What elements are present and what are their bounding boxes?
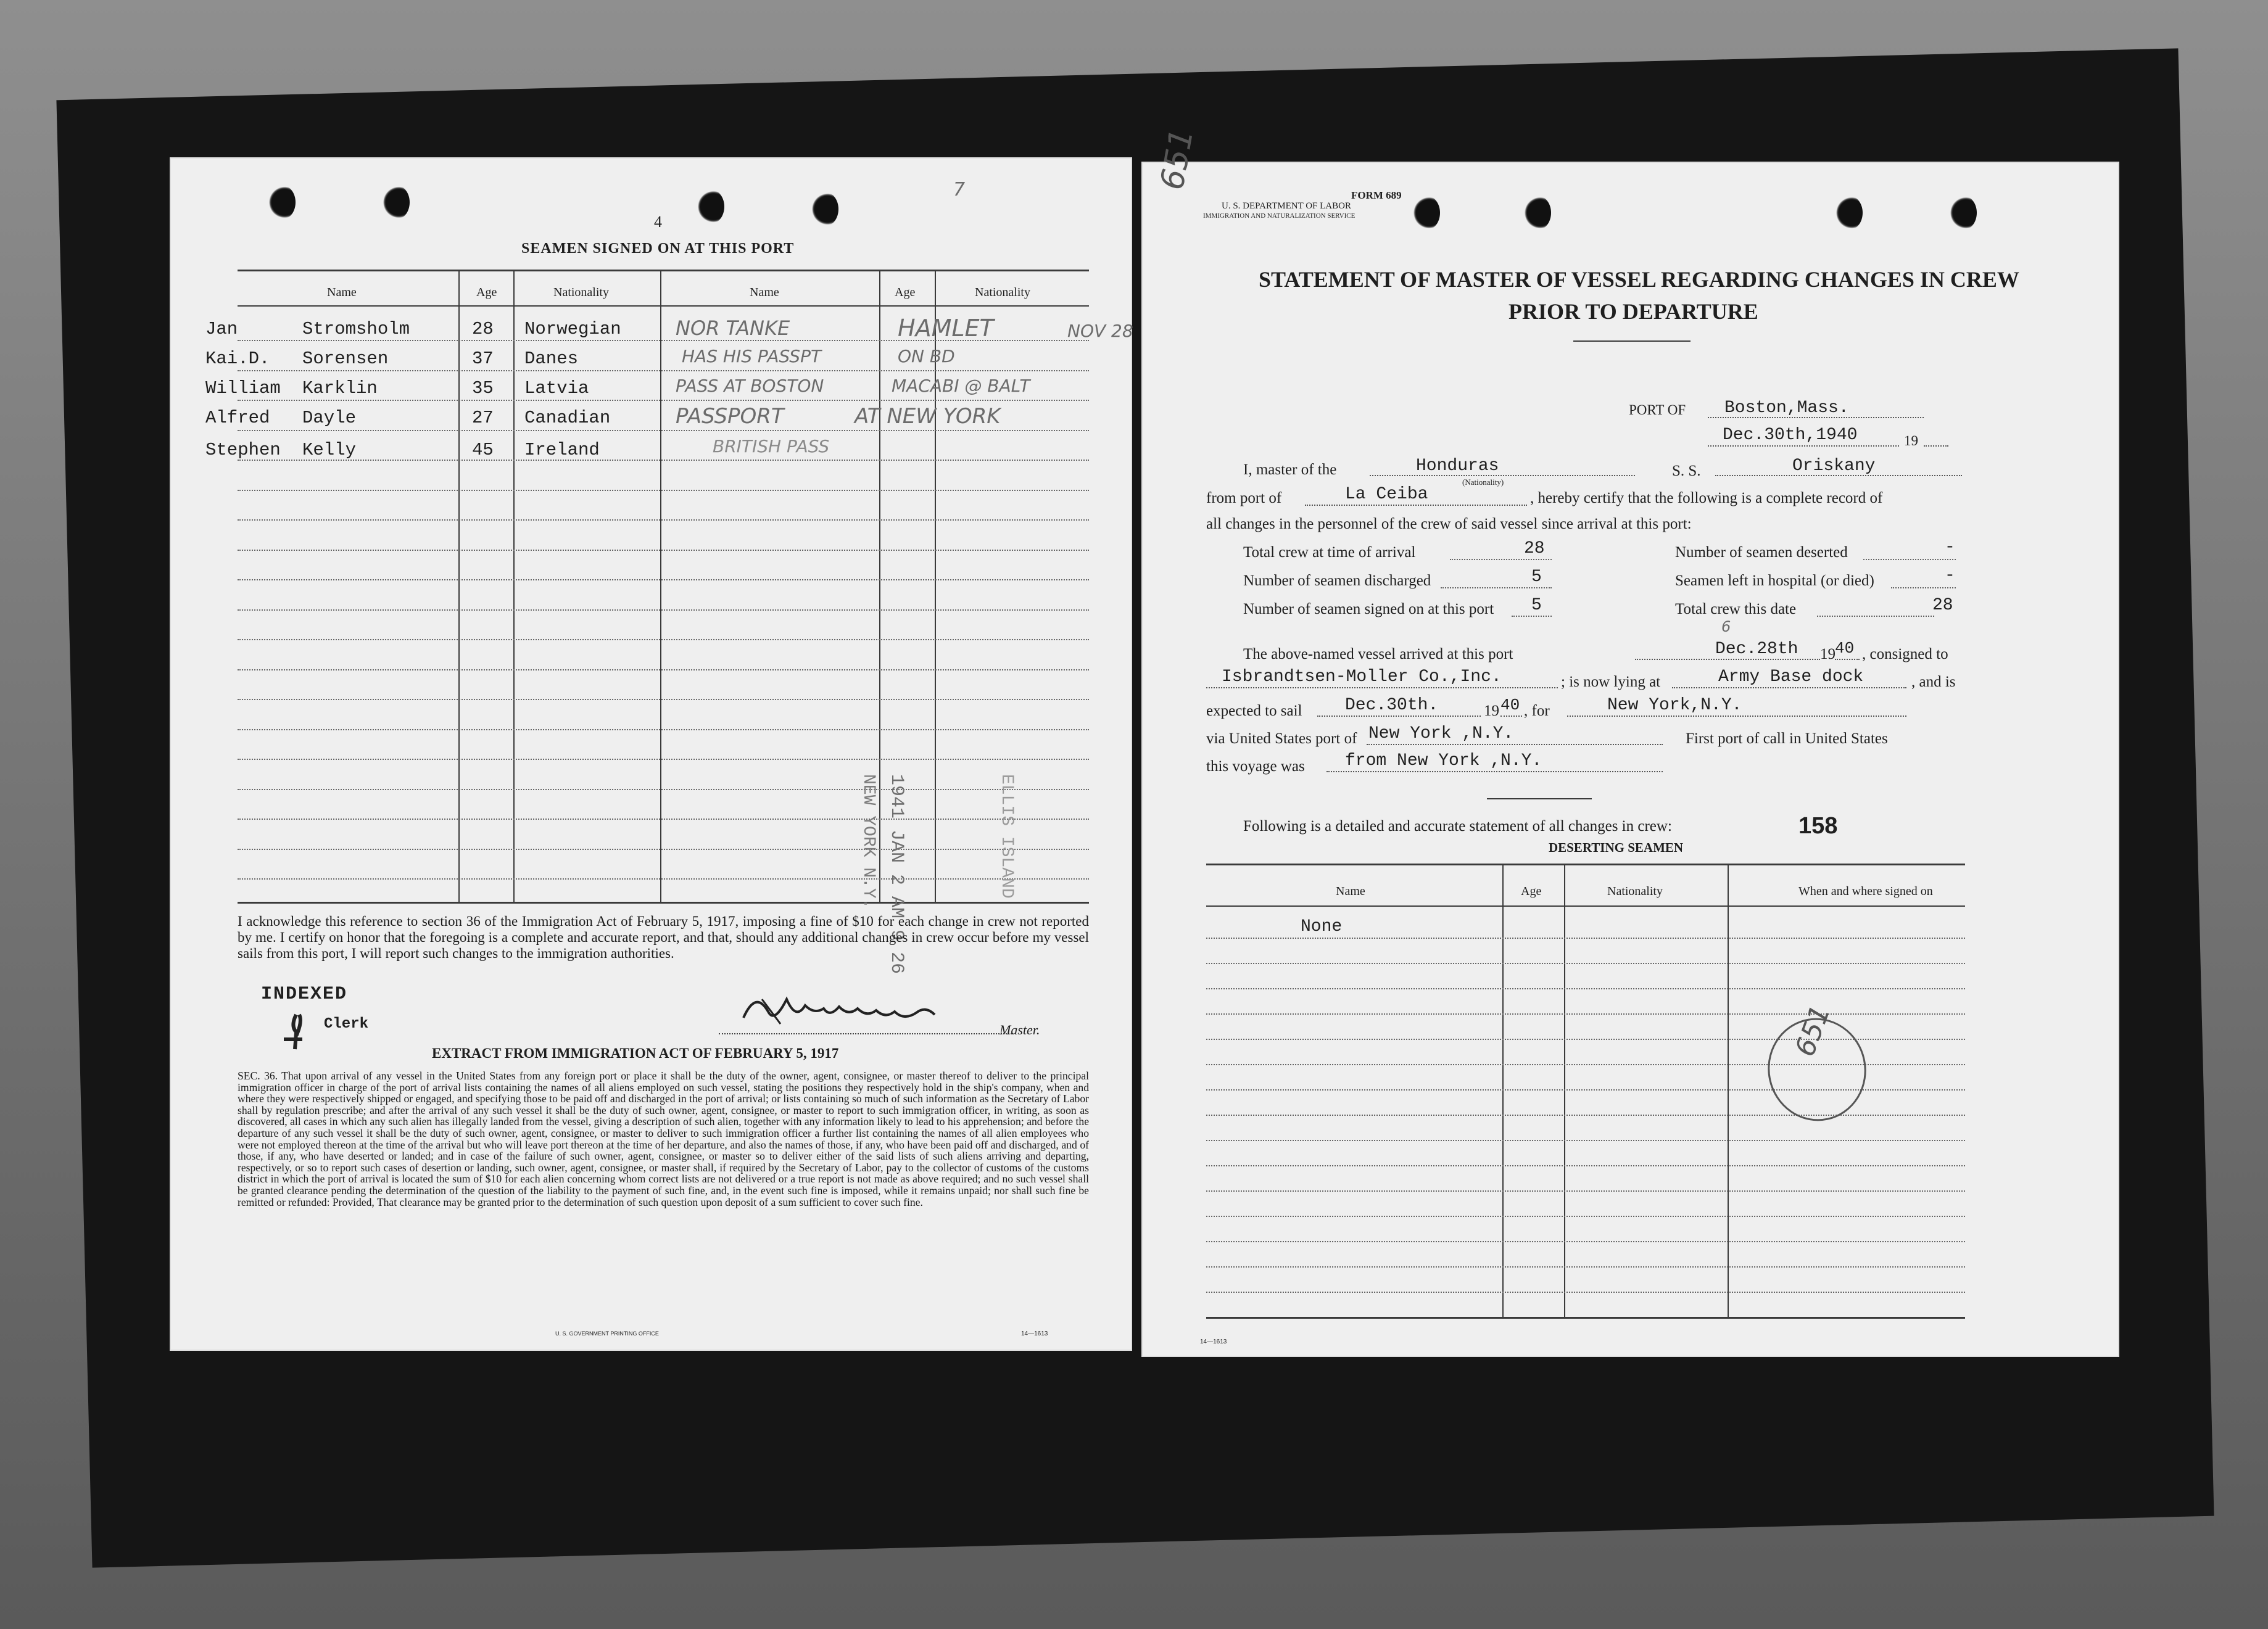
stat-value: 28 [1524,539,1545,558]
leader-dots [1441,587,1552,588]
sail-label: expected to sail [1206,703,1302,719]
clerk-label: Clerk [324,1016,369,1033]
punch-hole [383,185,410,220]
handwritten-note: BRITISH PASS [713,436,830,456]
punch-hole [697,189,724,224]
page-number: 4 [654,213,662,231]
leader-dots [1512,616,1552,617]
from-port-fill-line [1305,505,1527,506]
row-rule [1206,1216,1965,1217]
form-number: FORM 689 [1351,189,1402,201]
acknowledgment-text: I acknowledge this reference to section 36 of the Immigration Act of February 5, 1917, imposing a fine of $10 for each change in crew not reported by me. I certify on honor that the foregoing is a complete and accurate report, and that, should any additional changes in crew occur before my vessel sails from this port, I will report such changes to the immigration authorities. [238,913,1089,961]
via-value: New York ,N.Y. [1368,724,1514,743]
row-rule [238,699,1089,700]
master-signature [737,987,953,1036]
last-name: Dayle [302,408,357,428]
ss-label: S. S. [1672,463,1701,479]
leader-dots [1450,559,1552,560]
sail-date: Dec.30th. [1345,696,1439,715]
handwritten-note: NOR TANKE [676,316,790,340]
handwritten-note: HAMLET [898,315,994,342]
column-divider [513,270,515,902]
row-rule [238,519,1089,521]
consigned-label: , consigned to [1862,646,1948,662]
nationality-fill-line [1370,475,1635,476]
arrived-fill-line [1635,659,1820,660]
certify-text-2: all changes in the personnel of the crew of said vessel since arrival at this port: [1206,516,1692,532]
extract-title: EXTRACT FROM IMMIGRATION ACT OF FEBRUARY 5, 1917 [432,1045,839,1061]
leader-dots [1817,616,1934,617]
deserting-table-bottom [1206,1317,1965,1319]
sail-year-prefix: 19 [1484,703,1499,719]
nationality: Latvia [524,378,589,398]
row-rule [238,669,1089,670]
initials-mark [278,1008,321,1052]
stat-label: Total crew this date [1675,601,1797,617]
stat-value: 5 [1531,567,1542,587]
row-rule [1206,1292,1965,1293]
nationality: Canadian [524,408,611,428]
last-name: Sorensen [302,348,389,369]
stat-value: 5 [1531,596,1542,615]
last-name: Stromsholm [302,319,410,339]
deserting-col-name: Name [1336,885,1365,898]
punch-hole [268,185,296,220]
form-code: 14—1613 [1021,1330,1048,1337]
age: 35 [472,378,494,398]
port-fill-line [1708,417,1924,418]
first-name: Kai.D. [205,348,270,369]
last-name: Kelly [302,440,357,460]
date-suffix: 19 [1904,433,1918,448]
table-bottom-rule [238,902,1089,904]
year-fill-line [1924,445,1948,447]
punch-hole [811,192,838,226]
handwritten-note: AT NEW YORK [855,404,1001,429]
margin-handwriting: 651 [1154,126,1201,193]
row-rule [238,400,1089,401]
nationality: Danes [524,348,579,369]
age: 28 [472,319,494,339]
for-value: New York,N.Y. [1607,696,1742,715]
stat-label: Total crew at time of arrival [1243,544,1416,561]
nationality-value: Honduras [1416,456,1499,476]
row-rule [1206,1241,1965,1242]
handwritten-mark: 6 [1721,618,1731,635]
col-header-nationality-2: Nationality [975,286,1030,299]
table-top-rule [238,270,1089,271]
port-value: Boston,Mass. [1724,398,1849,418]
for-label: , for [1524,703,1550,719]
nationality-caption: (Nationality) [1462,477,1504,487]
title-underline [1573,340,1691,342]
stat-value: - [1945,538,1955,557]
deserting-col-nationality: Nationality [1607,885,1663,898]
ship-name: Oriskany [1792,456,1876,476]
for-fill-line [1567,716,1906,717]
col-header-nationality: Nationality [553,286,609,299]
voyage-value: from New York ,N.Y. [1345,751,1542,770]
stat-label: Number of seamen signed on at this port [1243,601,1494,617]
row-rule [238,789,1089,790]
lying-fill-line [1672,687,1906,688]
agency: U. S. DEPARTMENT OF LABOR [1222,201,1351,211]
row-rule [238,490,1089,491]
service: IMMIGRATION AND NATURALIZATION SERVICE [1203,212,1355,220]
deserting-col-signed-on: When and where signed on [1798,885,1933,898]
col-header-age-2: Age [895,286,916,299]
sail-year: 40 [1500,696,1520,714]
first-name: Stephen [205,440,281,460]
stat-label: Number of seamen discharged [1243,572,1431,589]
from-port-value: La Ceiba [1345,485,1428,504]
extract-text: SEC. 36. That upon arrival of any vessel in the United States from any foreign port or place it shall be the duty of the owner, agent, consignee, or master thereof to deliver to the principal immigration officer in charge of the port of arrival lists containing the names of all aliens employed on such vessel, stating the positions they respectively hold in the ship's company, when and where they were respectively shipped or engaged, and specifying those to be paid off and discharged in the port of arrival; or lists containing so much of such information as the Secretary of Labor shall by regulation prescribe; and after the arrival of any such vessel it shall be the duty of such owner, agent, consignee, or master to report to such immigration officer, in writing, as soon as discovered, all cases in which any such alien has illegally landed from the vessel, giving a description of such alien, together with any information likely to lead to his apprehension; and before the departure of any such vessel it shall be the duty of such owner, agent, consignee, or master to deliver to such immigration officer a further list containing the names of all alien employees who were not employed thereon at the time of the arrival but who will leave port thereon at the time of her departure, and also the names of those, if any, who have been paid off and discharged, and of those, if any, who have deserted or landed; and in case of the failure of such owner, agent, consignee, or master so to deliver either of the said lists of such aliens arriving and departing, respectively, or so to report such cases of desertion or landing, such owner, agent, consignee, or master shall, if required by the Secretary of Labor, pay to the collector of customs of the customs district in which the port of arrival is located the sum of $10 for each alien concerning whom correct lists are not delivered or a true report is not made as above required; and no such vessel shall be granted clearance pending the determination of the question of the liability to the payment of such fine, and, in the event such fine is imposed, while it remains unpaid; nor shall such fine be remitted or refunded: Provided, That clearance may be granted prior to the determination of such question upon deposit of a sum sufficient to cover such fine. [238,1070,1089,1208]
voyage-fill-line [1326,771,1663,772]
row-rule [238,759,1089,760]
row-rule [238,460,1089,461]
row-rule [238,639,1089,640]
age: 37 [472,348,494,369]
via-fill-line [1367,744,1663,745]
punch-hole [1950,196,1977,230]
following-text: Following is a detailed and accurate statement of all changes in crew: [1243,818,1672,835]
section-title: SEAMEN SIGNED ON AT THIS PORT [521,241,795,257]
number-stamp: 158 [1798,813,1838,839]
arrived-year: 40 [1835,639,1855,658]
handwritten-note: PASS AT BOSTON [676,376,824,396]
row-rule [1206,988,1965,989]
row-rule [238,550,1089,551]
row-rule [1206,1190,1965,1192]
punch-hole [1836,196,1863,230]
master-of-label: I, master of the [1243,461,1337,478]
deserting-title: DESERTING SEAMEN [1549,840,1684,855]
column-divider [458,270,460,902]
sail-year-fill [1500,716,1522,717]
stat-value: - [1945,566,1955,585]
row-rule [238,878,1089,880]
master-label: Master. [999,1022,1040,1037]
nationality: Ireland [524,440,600,460]
deserting-table-top [1206,864,1965,865]
sail-fill-line [1317,716,1481,717]
row-rule [238,579,1089,580]
column-divider [879,270,880,902]
stray-mark: 7 [953,179,966,200]
deserting-col-age: Age [1521,885,1542,898]
arrived-year-fill [1835,659,1860,660]
consignee-fill-line [1206,687,1558,688]
age: 27 [472,408,494,428]
col-header-name: Name [327,286,357,299]
form-code: 14—1613 [1200,1338,1227,1345]
punch-hole [1524,196,1551,230]
printer-credit: U. S. GOVERNMENT PRINTING OFFICE [555,1330,659,1337]
punch-hole [1413,196,1440,230]
last-name: Karklin [302,378,378,398]
from-port-label: from port of [1206,490,1282,506]
first-name: William [205,378,281,398]
row-rule [1206,963,1965,964]
row-rule [1206,938,1965,939]
leader-dots [1863,559,1956,560]
voyage-label: this voyage was [1206,758,1305,775]
leader-dots [1891,587,1956,588]
indexed-stamp: INDEXED [261,984,348,1005]
row-rule [238,609,1089,611]
section-divider [1487,798,1592,799]
deserting-header-rule [1206,905,1965,907]
first-name: Jan [205,319,238,339]
row-rule [1206,1140,1965,1141]
date-value: Dec.30th,1940 [1723,426,1858,445]
row-rule [238,849,1089,850]
row-rule [238,729,1089,730]
lying-value: Army Base dock [1718,667,1864,687]
lying-label: ; is now lying at [1561,674,1661,690]
row-rule [1206,1266,1965,1268]
row-rule [238,430,1089,431]
form-title-line1: STATEMENT OF MASTER OF VESSEL REGARDING CHANGES IN CREW [1259,267,2019,292]
handwritten-note: ON BD [898,346,955,366]
port-label: PORT OF [1629,402,1686,418]
handwritten-note: MACABI @ BALT [892,376,1030,396]
received-stamp-office: ELLIS ISLAND [997,774,1016,899]
row-rule [238,819,1089,820]
via-label: via United States port of [1206,730,1357,747]
row-rule [1206,1165,1965,1166]
handwritten-note: NOV 28 [1067,321,1133,341]
received-stamp-place: NEW YORK N.Y. [859,774,878,909]
stat-value: 28 [1932,596,1953,615]
first-name: Alfred [205,408,270,428]
arrived-date: Dec.28th [1715,640,1798,659]
received-stamp-date: 1941 JAN 2 AM 9 26 [886,774,907,975]
deserting-none: None [1301,917,1343,936]
signature-line [719,1033,1012,1034]
col-header-name-2: Name [750,286,779,299]
stat-label: Number of seamen deserted [1675,544,1848,561]
circled-note: 651 [1789,1001,1837,1061]
table-header-rule [238,305,1089,307]
col-header-age: Age [476,286,497,299]
row-rule [238,370,1089,371]
arrived-year-prefix: 19 [1820,646,1836,662]
first-port-label: First port of call in United States [1686,730,1888,747]
certify-text: , hereby certify that the following is a complete record of [1530,490,1883,506]
handwritten-note: HAS HIS PASSPT [682,346,822,366]
form-title-line2: PRIOR TO DEPARTURE [1509,299,1758,324]
arrived-label: The above-named vessel arrived at this port [1243,646,1513,662]
ship-fill-line [1715,475,1962,476]
left-page [170,157,1132,1351]
handwritten-note: PASSPORT [676,404,784,429]
date-fill-line [1708,445,1899,447]
right-page [1141,126,2119,1357]
age: 45 [472,440,494,460]
stat-label: Seamen left in hospital (or died) [1675,572,1874,589]
consignee: Isbrandtsen-Moller Co.,Inc. [1222,667,1502,687]
column-divider [660,270,661,902]
and-is-label: , and is [1911,674,1956,690]
nationality: Norwegian [524,319,621,339]
